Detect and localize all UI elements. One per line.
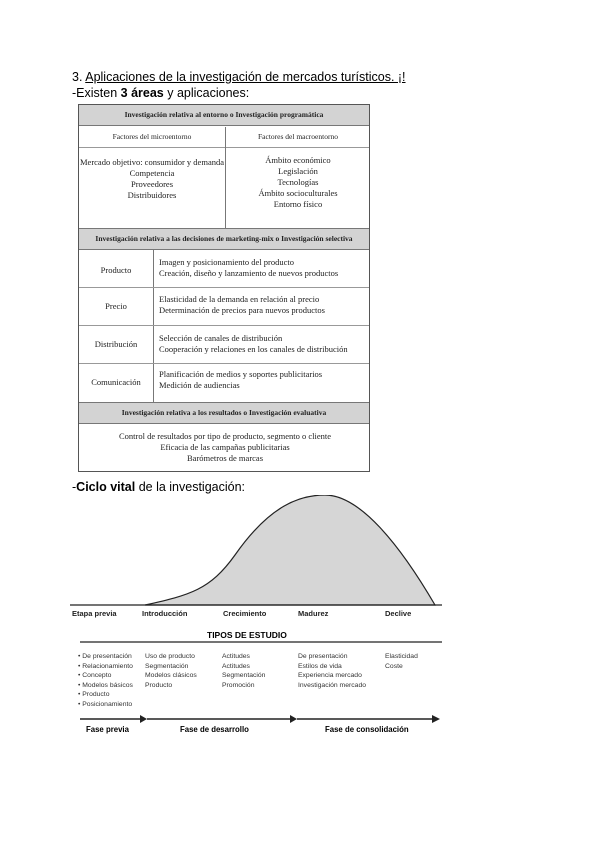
stage-label: Introducción xyxy=(142,609,188,618)
macro-list xyxy=(225,155,371,210)
study-item: Segmentación xyxy=(222,672,266,679)
stage-label: Etapa previa xyxy=(72,609,117,618)
study-item: • De presentación xyxy=(78,653,132,660)
study-item: Promoción xyxy=(222,681,255,689)
study-column xyxy=(78,652,133,709)
phase-label: Fase de consolidación xyxy=(325,725,409,734)
row-line: Selección de canales de distribución xyxy=(159,333,283,343)
section1-title: Investigación relativa al entorno o Investigación programática xyxy=(79,105,369,126)
study-item: Coste xyxy=(385,662,403,670)
study-item: Investigación mercado xyxy=(298,681,367,689)
areas-intro-suffix: y aplicaciones: xyxy=(163,86,250,100)
study-item: Actitudes xyxy=(222,653,250,660)
evaluative-item: Control de resultados por tipo de producto, segmento o cliente xyxy=(119,431,331,441)
row-label: Producto xyxy=(100,265,132,275)
evaluative-item: Barómetros de marcas xyxy=(187,453,263,463)
macro-item: Entorno físico xyxy=(273,199,323,209)
phase-arrow-3-head xyxy=(432,715,440,723)
evaluative-list xyxy=(79,431,371,464)
micro-item: Proveedores xyxy=(130,179,173,189)
lifecycle-curve xyxy=(145,495,435,605)
study-item: • Concepto xyxy=(78,672,112,679)
row-line: Determinación de precios para nuevos productos xyxy=(159,305,325,315)
study-column xyxy=(145,652,197,690)
stage-label: Madurez xyxy=(298,609,329,618)
row-text xyxy=(159,333,348,355)
study-item: Modelos clásicos xyxy=(145,672,197,679)
lifecycle-heading-bold: Ciclo vital xyxy=(76,480,136,494)
study-column xyxy=(222,652,265,690)
row-label: Distribución xyxy=(94,339,138,349)
lifecycle-heading-suffix: de la investigación: xyxy=(135,480,246,494)
types-title: TIPOS DE ESTUDIO xyxy=(207,630,287,640)
section3-title: Investigación relativa a los resultados o Investigación evaluativa xyxy=(79,402,369,424)
areas-intro-prefix: -Existen xyxy=(72,86,121,100)
stage-label: Crecimiento xyxy=(223,609,267,618)
study-item: De presentación xyxy=(298,653,348,660)
phase-arrow-1-head xyxy=(140,715,147,723)
phase-arrow-2-head xyxy=(290,715,297,723)
micro-item: Mercado objetivo: consumidor y demanda xyxy=(80,157,224,167)
row-line: Planificación de medios y soportes publicitarios xyxy=(159,369,323,379)
row-line: Elasticidad de la demanda en relación al precio xyxy=(159,294,320,304)
study-item: • Modelos básicos xyxy=(78,681,133,689)
row-text xyxy=(159,257,338,279)
macro-header: Factores del macroentorno xyxy=(258,132,338,141)
row-line: Imagen y posicionamiento del producto xyxy=(159,257,295,267)
micro-list xyxy=(79,157,225,201)
study-item: Uso de producto xyxy=(145,653,195,660)
row-line: Cooperación y relaciones en los canales de distribución xyxy=(159,344,348,354)
row-line: Creación, diseño y lanzamiento de nuevos productos xyxy=(159,268,339,278)
macro-item: Ámbito socioculturales xyxy=(258,188,338,198)
micro-item: Distribuidores xyxy=(127,190,177,200)
micro-header: Factores del microentorno xyxy=(112,132,192,141)
study-item: • Producto xyxy=(78,691,110,698)
section2-title: Investigación relativa a las decisiones de marketing-mix o Investigación selectiva xyxy=(79,228,369,250)
study-item: Segmentación xyxy=(145,662,189,670)
macro-item: Tecnologías xyxy=(277,177,319,187)
study-item: Experiencia mercado xyxy=(298,672,362,679)
heading-number: 3. xyxy=(72,70,83,84)
phase-label: Fase de desarrollo xyxy=(180,725,249,734)
study-item: Elasticidad xyxy=(385,653,418,660)
areas-intro xyxy=(72,86,249,101)
heading-title: Aplicaciones de la investigación de mercados turísticos. ¡! xyxy=(85,70,406,84)
study-column xyxy=(298,652,366,690)
section-heading xyxy=(72,70,406,85)
phase-label: Fase previa xyxy=(86,725,129,734)
macro-item: Ámbito económico xyxy=(265,155,331,165)
study-item: Actitudes xyxy=(222,662,250,670)
research-areas-table xyxy=(78,104,370,472)
evaluative-item: Eficacia de las campañas publicitarias xyxy=(160,442,290,452)
study-item: • Posicionamiento xyxy=(78,700,133,708)
study-item: Estilos de vida xyxy=(298,662,342,670)
row-text xyxy=(159,294,325,316)
study-item: • Relacionamiento xyxy=(78,662,133,670)
stage-label: Declive xyxy=(385,609,412,618)
study-column xyxy=(385,652,418,671)
micro-item: Competencia xyxy=(129,168,175,178)
lifecycle-heading-prefix: - xyxy=(72,480,77,494)
areas-intro-bold: 3 áreas xyxy=(120,86,164,100)
study-item: Producto xyxy=(145,681,173,689)
row-line: Medición de audiencias xyxy=(159,380,240,390)
row-label: Comunicación xyxy=(91,377,141,387)
macro-item: Legislación xyxy=(278,166,318,176)
row-label: Precio xyxy=(105,301,127,311)
lifecycle-heading xyxy=(72,480,245,495)
row-text xyxy=(159,369,322,391)
